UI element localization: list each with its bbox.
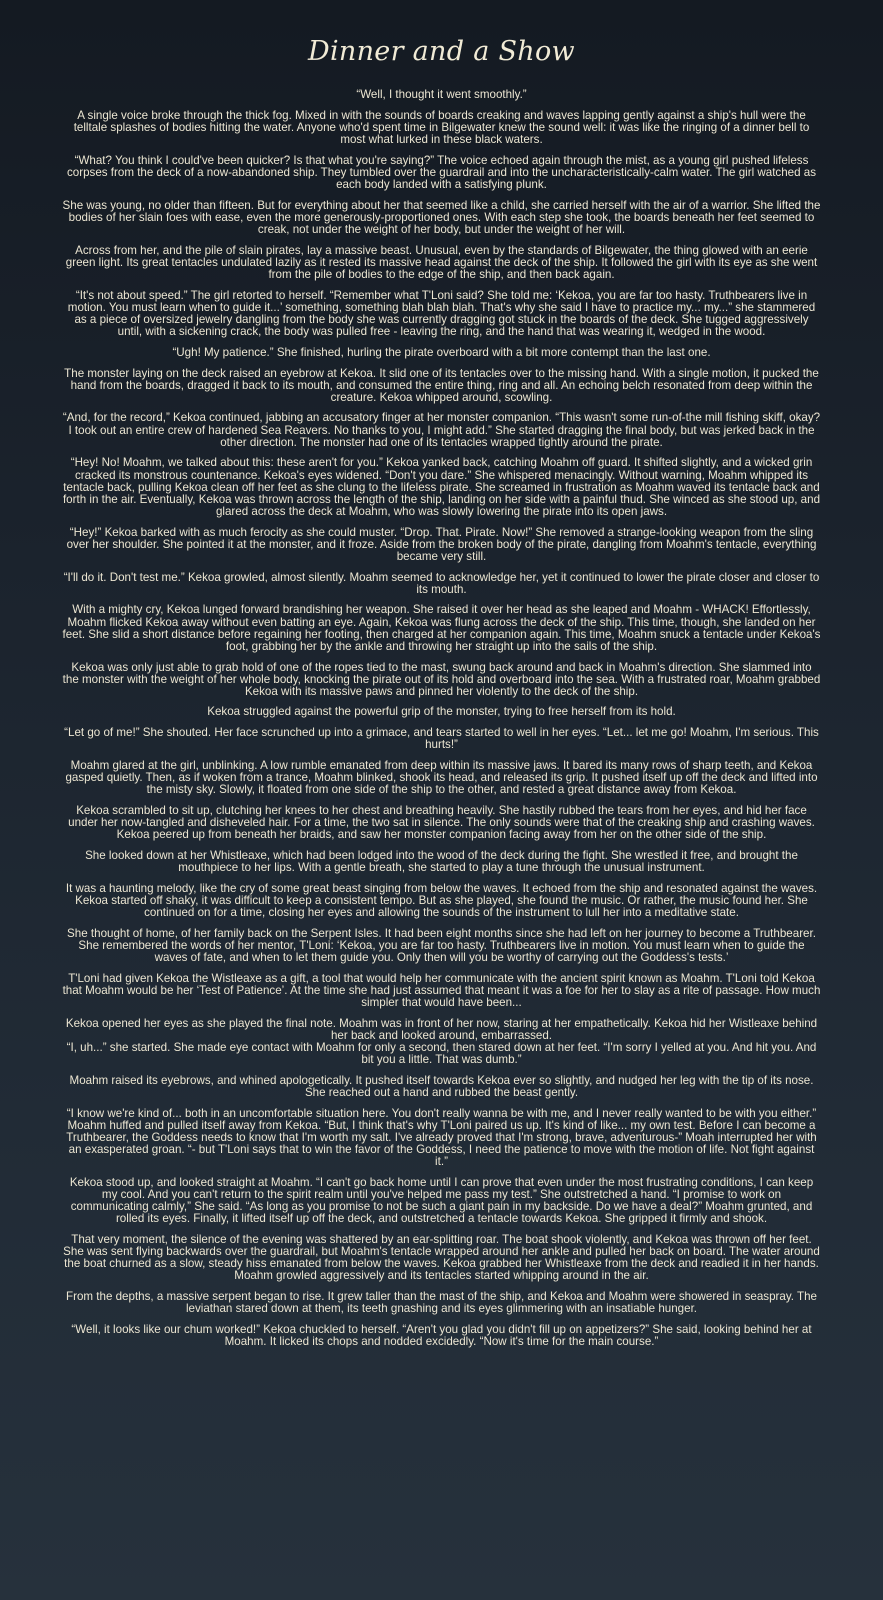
story-paragraph: Moahm glared at the girl, unblinking. A low rumble emanated from deep within its massive jaws. It bared its many rows of sharp teeth, and Kekoa gasped quietly. Then, as if woken from a trance, Moahm blinked, shook its head, and released its grip. It pushed itself up off the deck and lifted into the misty sky. Slowly, it floated from one side of the ship to the other, and rested a great distance away from Kekoa.	[65, 759, 818, 797]
story-paragraph: The monster laying on the deck raised an eyebrow at Kekoa. It slid one of its tentacles over to the missing hand. With a single motion, it pucked the hand from the boards, dragged it back to its mouth, and consumed the entire thing, ring and all. An echoing belch resonated from deep within the creature. Kekoa whipped around, scowling.	[64, 366, 819, 404]
story-paragraph: Kekoa stood up, and looked straight at Moahm. “I can't go back home until I can prove that even under the most frustrating conditions, I can keep my cool. And you can't return to the spirit realm until you've helped me pass my test.” She outstretched a hand. “I promise to work on communicating calmly,” She said. “As long as you promise to not be such a giant pain in my backside. Do we have a deal?” Moahm grunted, and rolled its eyes. Finally, it lifted itself up off the deck, and outstretched a tentacle towards Kekoa. She gripped it firmly and shook.	[69, 1175, 814, 1226]
story-title: Dinner and a Show	[308, 36, 575, 67]
story-paragraph: Across from her, and the pile of slain pirates, lay a massive beast. Unusual, even by the standards of Bilgewater, the thing glowed with an eerie green light. Its great tentacles undulated lazily as it rested its massive head against the deck of the ship. It followed the girl with its eye as she went from the pile of bodies to the edge of the ship, and then back again.	[65, 243, 818, 281]
story-paragraph: That very moment, the silence of the evening was shattered by an ear-splitting roar. The boat shook violently, and Kekoa was thrown off her feet. She was sent flying backwards over the guardrail, but Moahm's tentacle wrapped around her ankle and pulled her back on board. The water around the boat churned as a slow, steady hiss emanated from below the waves. Kekoa grabbed her Whistleaxe from the deck and readied it in her hands. Moahm growled aggressively and its tentacles started whipping around in the air.	[63, 1233, 820, 1283]
story-paragraph: “Hey!” Kekoa barked with as much ferocity as she could muster. “Drop. That. Pirate. Now!” She removed a strange-looking weapon from the sling over her shoulder. She pointed it at the monster, and it froze. Aside from the broken body of the pirate, dangling from Moahm's tentacle, everything became very still.	[66, 525, 817, 563]
story-paragraph: Kekoa struggled against the powerful grip of the monster, trying to free herself from its hold.	[207, 705, 676, 719]
story-paragraph: She looked down at her Whistleaxe, which had been lodged into the wood of the deck during the fight. She wrestled it free, and brought the mouthpiece to her lips. With a gentle breath, she started to play a tune through the unusual instrument.	[85, 849, 798, 875]
story-paragraph: She thought of home, of her family back on the Serpent Isles. It had been eight months since she had left on her journey to become a Truthbearer. She remembered the words of her mentor, T'Loni: ‘Kekoa, you are far too hasty. Truthbearers live in motion. You must learn when to guide the waves of fate, and when to let them guide you. Only then will you be worthy of carrying out the Goddess's tests.’	[67, 926, 816, 965]
story-paragraph: “Ugh! My patience.” She finished, hurling the pirate overboard with a bit more contempt than the last one.	[172, 345, 711, 359]
story-paragraph: With a mighty cry, Kekoa lunged forward brandishing her weapon. She raised it over her head as she leaped and Moahm - WHACK! Effortlessly, Moahm flicked Kekoa away without even batting an eye. Again, Kekoa was flung across the deck of the ship. This time, though, she landed on her feet. She slid a short distance before regaining her footing, then charged at her companion again. This time, Moahm snuck a tentacle under Kekoa's foot, grabbing her by the ankle and throwing her straight up into the sails of the ship.	[62, 603, 821, 653]
story-paragraph: “It's not about speed.” The girl retorted to herself. “Remember what T'Loni said? She told me: ‘Kekoa, you are far too hasty. Truthbearers live in motion. You must learn when to guide it...’ something, something blah blah blah. That's why she said I have to practice my... my...” she stammered as a piece of oversized jewelry dangling from the body she was currently dragging got stuck in the boards of the deck. She tugged aggressively until, with a sickening crack, the body was pulled free - leaving the ring, and the hand that was wearing it, wedged in the wood.	[67, 288, 816, 338]
story-paragraph: “What? You think I could've been quicker? Is that what you're saying?” The voice echoed again through the mist, as a young girl pushed lifeless corpses from the deck of a now-abandoned ship. They tumbled over the guardrail and into the uncharacteristically-calm water. The girl watched as each body landed with a satisfying plunk.	[66, 153, 817, 191]
story-paragraph: “I'll do it. Don't test me.” Kekoa growled, almost silently. Moahm seemed to acknowledge her, yet it continued to lower the pirate closer and closer to its mouth.	[63, 570, 820, 596]
story-paragraph: “Well, I thought it went smoothly.”	[356, 88, 527, 101]
story-paragraph: A single voice broke through the thick fog. Mixed in with the sounds of boards creaking and waves lapping gently against a ship's hull were the telltale splashes of bodies hitting the water. Anyone who'd spent time in Bilgewater knew the sound well: it was like the ringing of a dinner bell to most what lurked in these black waters.	[73, 108, 810, 146]
story-paragraph: It was a haunting melody, like the cry of some great beast singing from below the waves. It echoed from the ship and resonated against the waves. Kekoa started off shaky, it was difficult to keep a consistent tempo. But as she played, she found the music. Or rather, the music found her. She continued on for a time, closing her eyes and allowing the sounds of the instrument to lull her into a meditative state.	[65, 881, 818, 920]
story-paragraph: “Well, it looks like our chum worked!” Kekoa chuckled to herself. “Aren't you glad you didn't fill up on appetizers?” She said, looking behind her at Moahm. It licked its chops and nodded excidedly. “Now it's time for the main course.”	[71, 1322, 812, 1349]
story-paragraph: Moahm raised its eyebrows, and whined apologetically. It pushed itself towards Kekoa ever so slightly, and nudged her leg with the tip of its nose. She reached out a hand and rubbed the beast gently.	[69, 1073, 814, 1099]
story-body	[62, 89, 821, 1348]
story-paragraph: Kekoa was only just able to grab hold of one of the ropes tied to the mast, swung back around and back in Moahm's direction. She slammed into the monster with the weight of her whole body, knocking the pirate out of its hold and overboard into the sea. With a frustrated roar, Moahm grabbed Kekoa with its massive paws and pinned her violently to the deck of the ship.	[62, 660, 821, 698]
story-paragraph: Kekoa scrambled to sit up, clutching her knees to her chest and breathing heavily. She hastily rubbed the tears from her eyes, and hid her face under her now-tangled and disheveled hair. For a time, the two sat in silence. The only sounds were that of the creaking ship and crashing waves. Kekoa peered up from beneath her braids, and saw her monster companion facing away from her on the other side of the ship.	[68, 804, 815, 842]
story-paragraph: Kekoa opened her eyes as she played the final note. Moahm was in front of her now, staring at her empathetically. Kekoa hid her Wistleaxe behind her back and looked around, embarrassed. “I, uh...” she started. She made eye contact with Moahm for only a second, then stared down at her feet. “I'm sorry I yelled at you. And hit you. And bit you a little. That was dumb.”	[65, 1016, 818, 1067]
story-paragraph: “Hey! No! Moahm, we talked about this: these aren't for you.” Kekoa yanked back, catching Moahm off guard. It shifted slightly, and a wicked grin cracked its monstrous countenance. Kekoa's eyes widened. “Don't you dare.” She whispered menacingly. Without warning, Moahm whipped its tentacle back, pulling Kekoa clean off her feet as she clung to the lifeless pirate. She screamed in frustration as Moahm waved its tentacle back and forth in the air. Eventually, Kekoa was thrown across the length of the ship, landing on her side with a painful thud. She winced as she stood up, and glared across the deck at Moahm, who was slowly lowering the pirate into its open jaws.	[62, 456, 821, 518]
story-paragraph: From the depths, a massive serpent began to rise. It grew taller than the mast of the ship, and Kekoa and Moahm were showered in seaspray. The leviathan stared down at them, its teeth gnashing and its eyes glimmering with an insatiable hunger.	[66, 1290, 817, 1316]
story-paragraph: She was young, no older than fifteen. But for everything about her that seemed like a child, she carried herself with the air of a warrior. She lifted the bodies of her slain foes with ease, even the more generously-proportioned ones. With each step she took, the boards beneath her feet seemed to creak, not under the weight of her body, but under the weight of her will.	[62, 198, 821, 236]
story-paragraph: T'Loni had given Kekoa the Wistleaxe as a gift, a tool that would help her communicate with the ancient spirit known as Moahm. T'Loni told Kekoa that Moahm would be her ‘Test of Patience’. At the time she had just assumed that meant it was a foe for her to slay as a rite of passage. How much simpler that would have been...	[62, 971, 821, 1010]
story-paragraph: “And, for the record,” Kekoa continued, jabbing an accusatory finger at her monster companion. “This wasn't some run-of-the mill fishing skiff, okay? I took out an entire crew of hardened Sea Reavers. No thanks to you, I might add.” She started dragging the final body, but was jerked back in the other direction. The monster had one of its tentacles wrapped tightly around the pirate.	[62, 411, 821, 449]
story-paragraph: “I know we're kind of... both in an uncomfortable situation here. You don't really wanna be with me, and I never really wanted to be with you either.” Moahm huffed and pulled itself away from Kekoa. “But, I think that's why T'Loni paired us up. It's kind of like... my own test. Before I can become a Truthbearer, the Goddess needs to know that I'm worth my salt. I've already proved that I'm strong, brave, adventurous-” Moah interrupted her with an exasperated groan. “- but T'Loni says that to win the favor of the Goddess, I need the patience to move with the motion of life. Not fight against it.”	[66, 1106, 817, 1169]
story-paragraph: “Let go of me!” She shouted. Her face scrunched up into a grimace, and tears started to well in her eyes. “Let... let me go! Moahm, I'm serious. This hurts!”	[64, 726, 819, 752]
